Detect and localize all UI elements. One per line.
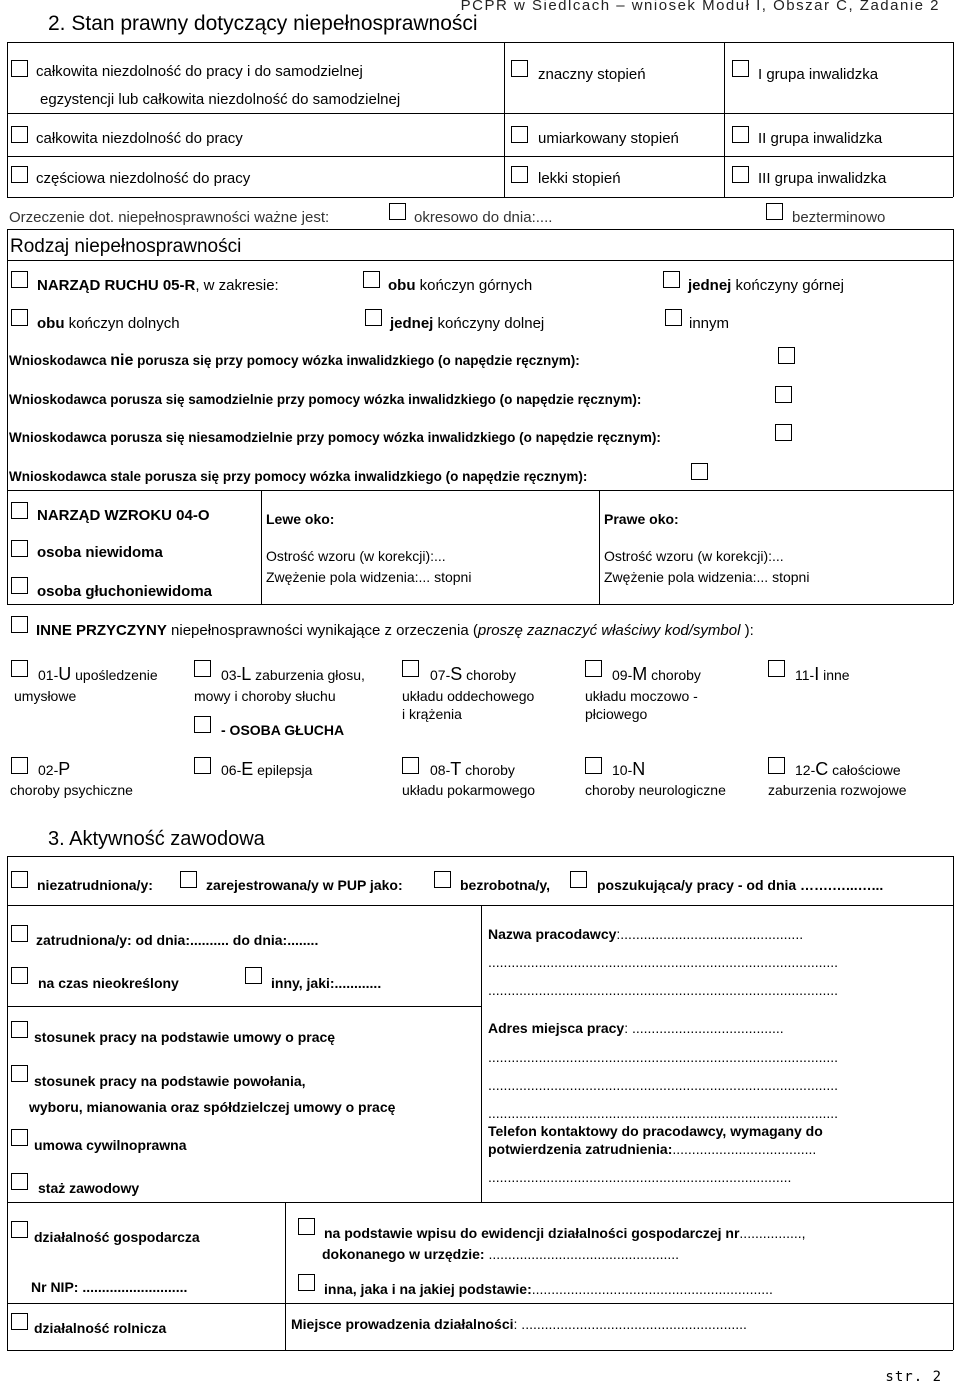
field[interactable]: ................, <box>739 1225 806 1241</box>
label: bezrobotna/y, <box>460 877 550 893</box>
checkbox-code-12C[interactable] <box>768 757 785 774</box>
label: na podstawie wpisu do ewidencji działalności gospodarczej nr <box>324 1225 740 1241</box>
label: zaburzenia głosu, <box>251 667 365 683</box>
right-eye-label: Prawe oko: <box>604 511 679 527</box>
checkbox-group-1[interactable] <box>732 60 749 77</box>
label: kończyn górnych <box>415 277 533 294</box>
disability-type-title: Rodzaj niepełnosprawności <box>10 236 242 257</box>
label: 06- <box>221 762 242 778</box>
label: zatrudniona/y: od dnia:.......... do dnia:........ <box>36 932 319 948</box>
label: stosunek pracy na podstawie powołania, <box>34 1073 306 1089</box>
checkbox-both-upper[interactable] <box>363 271 380 288</box>
checkbox-motor[interactable] <box>11 271 28 288</box>
label: P <box>58 759 71 779</box>
label: działalność rolnicza <box>34 1320 167 1336</box>
label: wyboru, mianowania oraz spółdzielczej umowy o pracę <box>29 1099 396 1115</box>
label: inne <box>819 667 850 683</box>
label: niezatrudniona/y: <box>37 877 153 893</box>
label: płciowego <box>585 706 648 722</box>
label: inny, jaki:............ <box>271 975 382 991</box>
label: niepełnosprawności wynikające z orzeczenia ( <box>166 622 478 639</box>
checkbox-one-upper[interactable] <box>663 271 680 288</box>
checkbox-civil-contract[interactable] <box>11 1129 28 1146</box>
label: Nazwa pracodawcy <box>488 926 617 942</box>
label: porusza się przy pomocy wózka inwalidzkiego (o napędzie ręcznym): <box>133 353 580 368</box>
checkbox-internship[interactable] <box>11 1173 28 1190</box>
label: N <box>632 759 646 779</box>
label: epilepsja <box>253 762 313 778</box>
label: Zwężenie pola widzenia:... stopni <box>604 569 810 585</box>
label: układu oddechowego <box>402 688 535 704</box>
label: Adres miejsca pracy <box>488 1020 625 1036</box>
label: układu pokarmowego <box>402 782 536 798</box>
checkbox-vision[interactable] <box>11 502 28 519</box>
checkbox-other-causes[interactable] <box>11 616 28 633</box>
checkbox-farming[interactable] <box>11 1313 28 1330</box>
label: całościowe <box>828 762 901 778</box>
field[interactable]: : ....................................... <box>624 1020 784 1036</box>
checkbox-unemployed[interactable] <box>11 871 28 888</box>
label: znaczny stopień <box>538 66 646 83</box>
employer-line[interactable]: .......................................................................................... <box>488 982 839 998</box>
checkbox-group-3[interactable] <box>732 166 749 183</box>
label: nie <box>110 352 134 369</box>
label: 10- <box>612 762 633 778</box>
label: ): <box>740 622 754 639</box>
address-line[interactable]: .......................................................................................... <box>488 1049 839 1065</box>
label: osoba głuchoniewidoma <box>37 583 213 600</box>
page-header: PCPR w Siedlcach – wniosek Moduł I, Obszar C, Zadanie 2 <box>460 0 940 14</box>
checkbox-deaf[interactable] <box>194 716 211 733</box>
checkbox-code-10N[interactable] <box>585 757 602 774</box>
label: choroby neurologiczne <box>585 782 726 798</box>
label: Wnioskodawca porusza się niesamodzielnie przy pomocy wózka inwalidzkiego (o napędzie ręcznym): <box>9 430 661 445</box>
section-2-title: 2. Stan prawny dotyczący niepełnosprawności <box>48 12 478 35</box>
label: NARZĄD WZROKU 04-O <box>37 507 210 524</box>
label: M <box>632 664 648 684</box>
label: 09- <box>612 667 633 683</box>
label: proszę zaznaczyć właściwy kod/symbol <box>477 622 741 639</box>
checkbox-code-02P[interactable] <box>11 757 28 774</box>
label: jednej <box>688 277 732 294</box>
label: U <box>58 664 72 684</box>
label: choroby <box>462 667 516 683</box>
checkbox-other-limb[interactable] <box>665 309 682 326</box>
label: Wnioskodawca <box>9 353 111 368</box>
label: działalność gospodarcza <box>34 1229 200 1245</box>
checkbox-periodic[interactable] <box>389 203 406 220</box>
checkbox-total-incapacity[interactable] <box>11 126 28 143</box>
checkbox-code-08T[interactable] <box>402 757 419 774</box>
field[interactable]: :............................................... <box>616 926 804 942</box>
label: II grupa inwalidzka <box>758 130 883 147</box>
checkbox-wheelchair-always[interactable] <box>691 463 708 480</box>
label: - OSOBA GŁUCHA <box>221 722 345 738</box>
label: egzystencji lub całkowita niezdolność do samodzielnej <box>40 91 401 108</box>
label: innym <box>689 315 730 332</box>
label: staż zawodowy <box>38 1180 140 1196</box>
page-number: str. 2 <box>885 1369 942 1385</box>
employer-name <box>488 926 803 942</box>
label: Wnioskodawca porusza się samodzielnie przy pomocy wózka inwalidzkiego (o napędzie ręcznym): <box>9 392 642 407</box>
label: zarejestrowana/y w PUP jako: <box>206 877 403 893</box>
section-3-title: 3. Aktywność zawodowa <box>48 828 265 850</box>
label: NARZĄD RUCHU 05-R <box>37 277 196 294</box>
checkbox-business[interactable] <box>11 1221 28 1238</box>
label: umiarkowany stopień <box>538 130 679 147</box>
checkbox-code-03L[interactable] <box>194 660 211 677</box>
label: poszukująca/y pracy - od dnia …….…...…... <box>597 877 884 893</box>
checkbox-employment-contract[interactable] <box>11 1021 28 1038</box>
label: okresowo do dnia:.... <box>414 209 553 226</box>
label: 11- <box>795 667 815 683</box>
label: umysłowe <box>14 688 77 704</box>
label: obu <box>37 315 65 332</box>
address-line[interactable]: .......................................................................................... <box>488 1077 839 1093</box>
checkbox-group-2[interactable] <box>732 126 749 143</box>
label: kończyny górnej <box>731 277 844 294</box>
address-line[interactable]: .......................................................................................... <box>488 1105 839 1121</box>
checkbox-wheelchair-not[interactable] <box>778 347 795 364</box>
checkbox-jobless[interactable] <box>434 871 451 888</box>
label: choroby psychiczne <box>10 782 133 798</box>
checkbox-registered-pup[interactable] <box>180 871 197 888</box>
label: obu <box>388 277 416 294</box>
checkbox-employed[interactable] <box>11 925 28 942</box>
label: lekki stopień <box>538 170 621 187</box>
label: częściowa niezdolność do pracy <box>36 170 251 187</box>
label: dokonanego w urzędzie: <box>322 1246 485 1262</box>
label: III grupa inwalidzka <box>758 170 887 187</box>
checkbox-code-09M[interactable] <box>585 660 602 677</box>
checkbox-blind[interactable] <box>11 540 28 557</box>
label: upośledzenie <box>71 667 158 683</box>
label: inna, jaka i na jakiej podstawie: <box>324 1281 532 1297</box>
checkbox-registry[interactable] <box>298 1218 315 1235</box>
label: E <box>241 759 254 779</box>
label: Ostrość wzoru (w korekcji):... <box>266 548 446 564</box>
label: Ostrość wzoru (w korekcji):... <box>604 548 784 564</box>
label: INNE PRZYCZYNY <box>36 622 167 639</box>
label: 12- <box>795 762 816 778</box>
label: całkowita niezdolność do pracy i do samodzielnej <box>36 63 363 80</box>
checkbox-wheelchair-assisted[interactable] <box>775 424 792 441</box>
nip-field[interactable]: Nr NIP: ........................... <box>31 1279 188 1295</box>
label: jednej <box>390 315 434 332</box>
label: układu moczowo - <box>585 688 698 704</box>
checkbox-both-lower[interactable] <box>11 309 28 326</box>
label: 08- <box>430 762 451 778</box>
checkbox-appointment[interactable] <box>11 1065 28 1082</box>
phone-line[interactable]: .............................................................................. <box>488 1169 792 1185</box>
label: , w zakresie: <box>195 277 279 294</box>
label: całkowita niezdolność do pracy <box>36 130 243 147</box>
checkbox-deafblind[interactable] <box>11 577 28 594</box>
label: zaburzenia rozwojowe <box>768 782 907 798</box>
label: I <box>814 664 820 684</box>
checkbox-wheelchair-self[interactable] <box>775 386 792 403</box>
label: Zwężenie pola widzenia:... stopni <box>266 569 472 585</box>
left-eye-label: Lewe oko: <box>266 511 335 527</box>
checkbox-job-seeking[interactable] <box>570 871 587 888</box>
label: 07- <box>430 667 451 683</box>
label: 01- <box>38 667 59 683</box>
checkbox-code-11I[interactable] <box>768 660 785 677</box>
validity-label: Orzeczenie dot. niepełnosprawności ważne jest: <box>9 209 330 226</box>
checkbox-partial-incapacity[interactable] <box>11 166 28 183</box>
label: stosunek pracy na podstawie umowy o pracę <box>34 1029 336 1045</box>
checkbox-moderate-degree[interactable] <box>511 126 528 143</box>
checkbox-code-06E[interactable] <box>194 757 211 774</box>
label: osoba niewidoma <box>37 544 163 561</box>
label: kończyn dolnych <box>64 315 180 332</box>
checkbox-other-contract[interactable] <box>245 967 262 984</box>
checkbox-indefinite-contract[interactable] <box>11 967 28 984</box>
label: Wnioskodawca stale porusza się przy pomocy wózka inwalidzkiego (o napędzie ręcznym): <box>9 469 588 484</box>
label: na czas nieokreślony <box>38 975 179 991</box>
label: Telefon kontaktowy do pracodawcy, wymagany do <box>488 1123 823 1139</box>
label: bezterminowo <box>792 209 886 226</box>
label: S <box>450 664 463 684</box>
checkbox-light-degree[interactable] <box>511 166 528 183</box>
employer-line[interactable]: .......................................................................................... <box>488 954 839 970</box>
label: Miejsce prowadzenia działalności <box>291 1316 514 1332</box>
label: I grupa inwalidzka <box>758 66 879 83</box>
checkbox-significant-degree[interactable] <box>511 60 528 77</box>
checkbox-other-basis[interactable] <box>298 1274 315 1291</box>
label: C <box>815 759 829 779</box>
label: L <box>241 664 252 684</box>
label: choroby <box>461 762 515 778</box>
checkbox-indefinite[interactable] <box>766 203 783 220</box>
label: i krążenia <box>402 706 462 722</box>
label: mowy i choroby słuchu <box>194 688 336 704</box>
label: T <box>450 759 462 779</box>
checkbox-total-incapacity-and-independence[interactable] <box>11 60 28 77</box>
label: umowa cywilnoprawna <box>34 1137 187 1153</box>
checkbox-code-01U[interactable] <box>11 660 28 677</box>
label: 02- <box>38 762 59 778</box>
checkbox-one-lower[interactable] <box>365 309 382 326</box>
label: potwierdzenia zatrudnienia: <box>488 1141 673 1157</box>
label: choroby <box>647 667 701 683</box>
label: 03- <box>221 667 242 683</box>
label: kończyny dolnej <box>433 315 545 332</box>
checkbox-code-07S[interactable] <box>402 660 419 677</box>
